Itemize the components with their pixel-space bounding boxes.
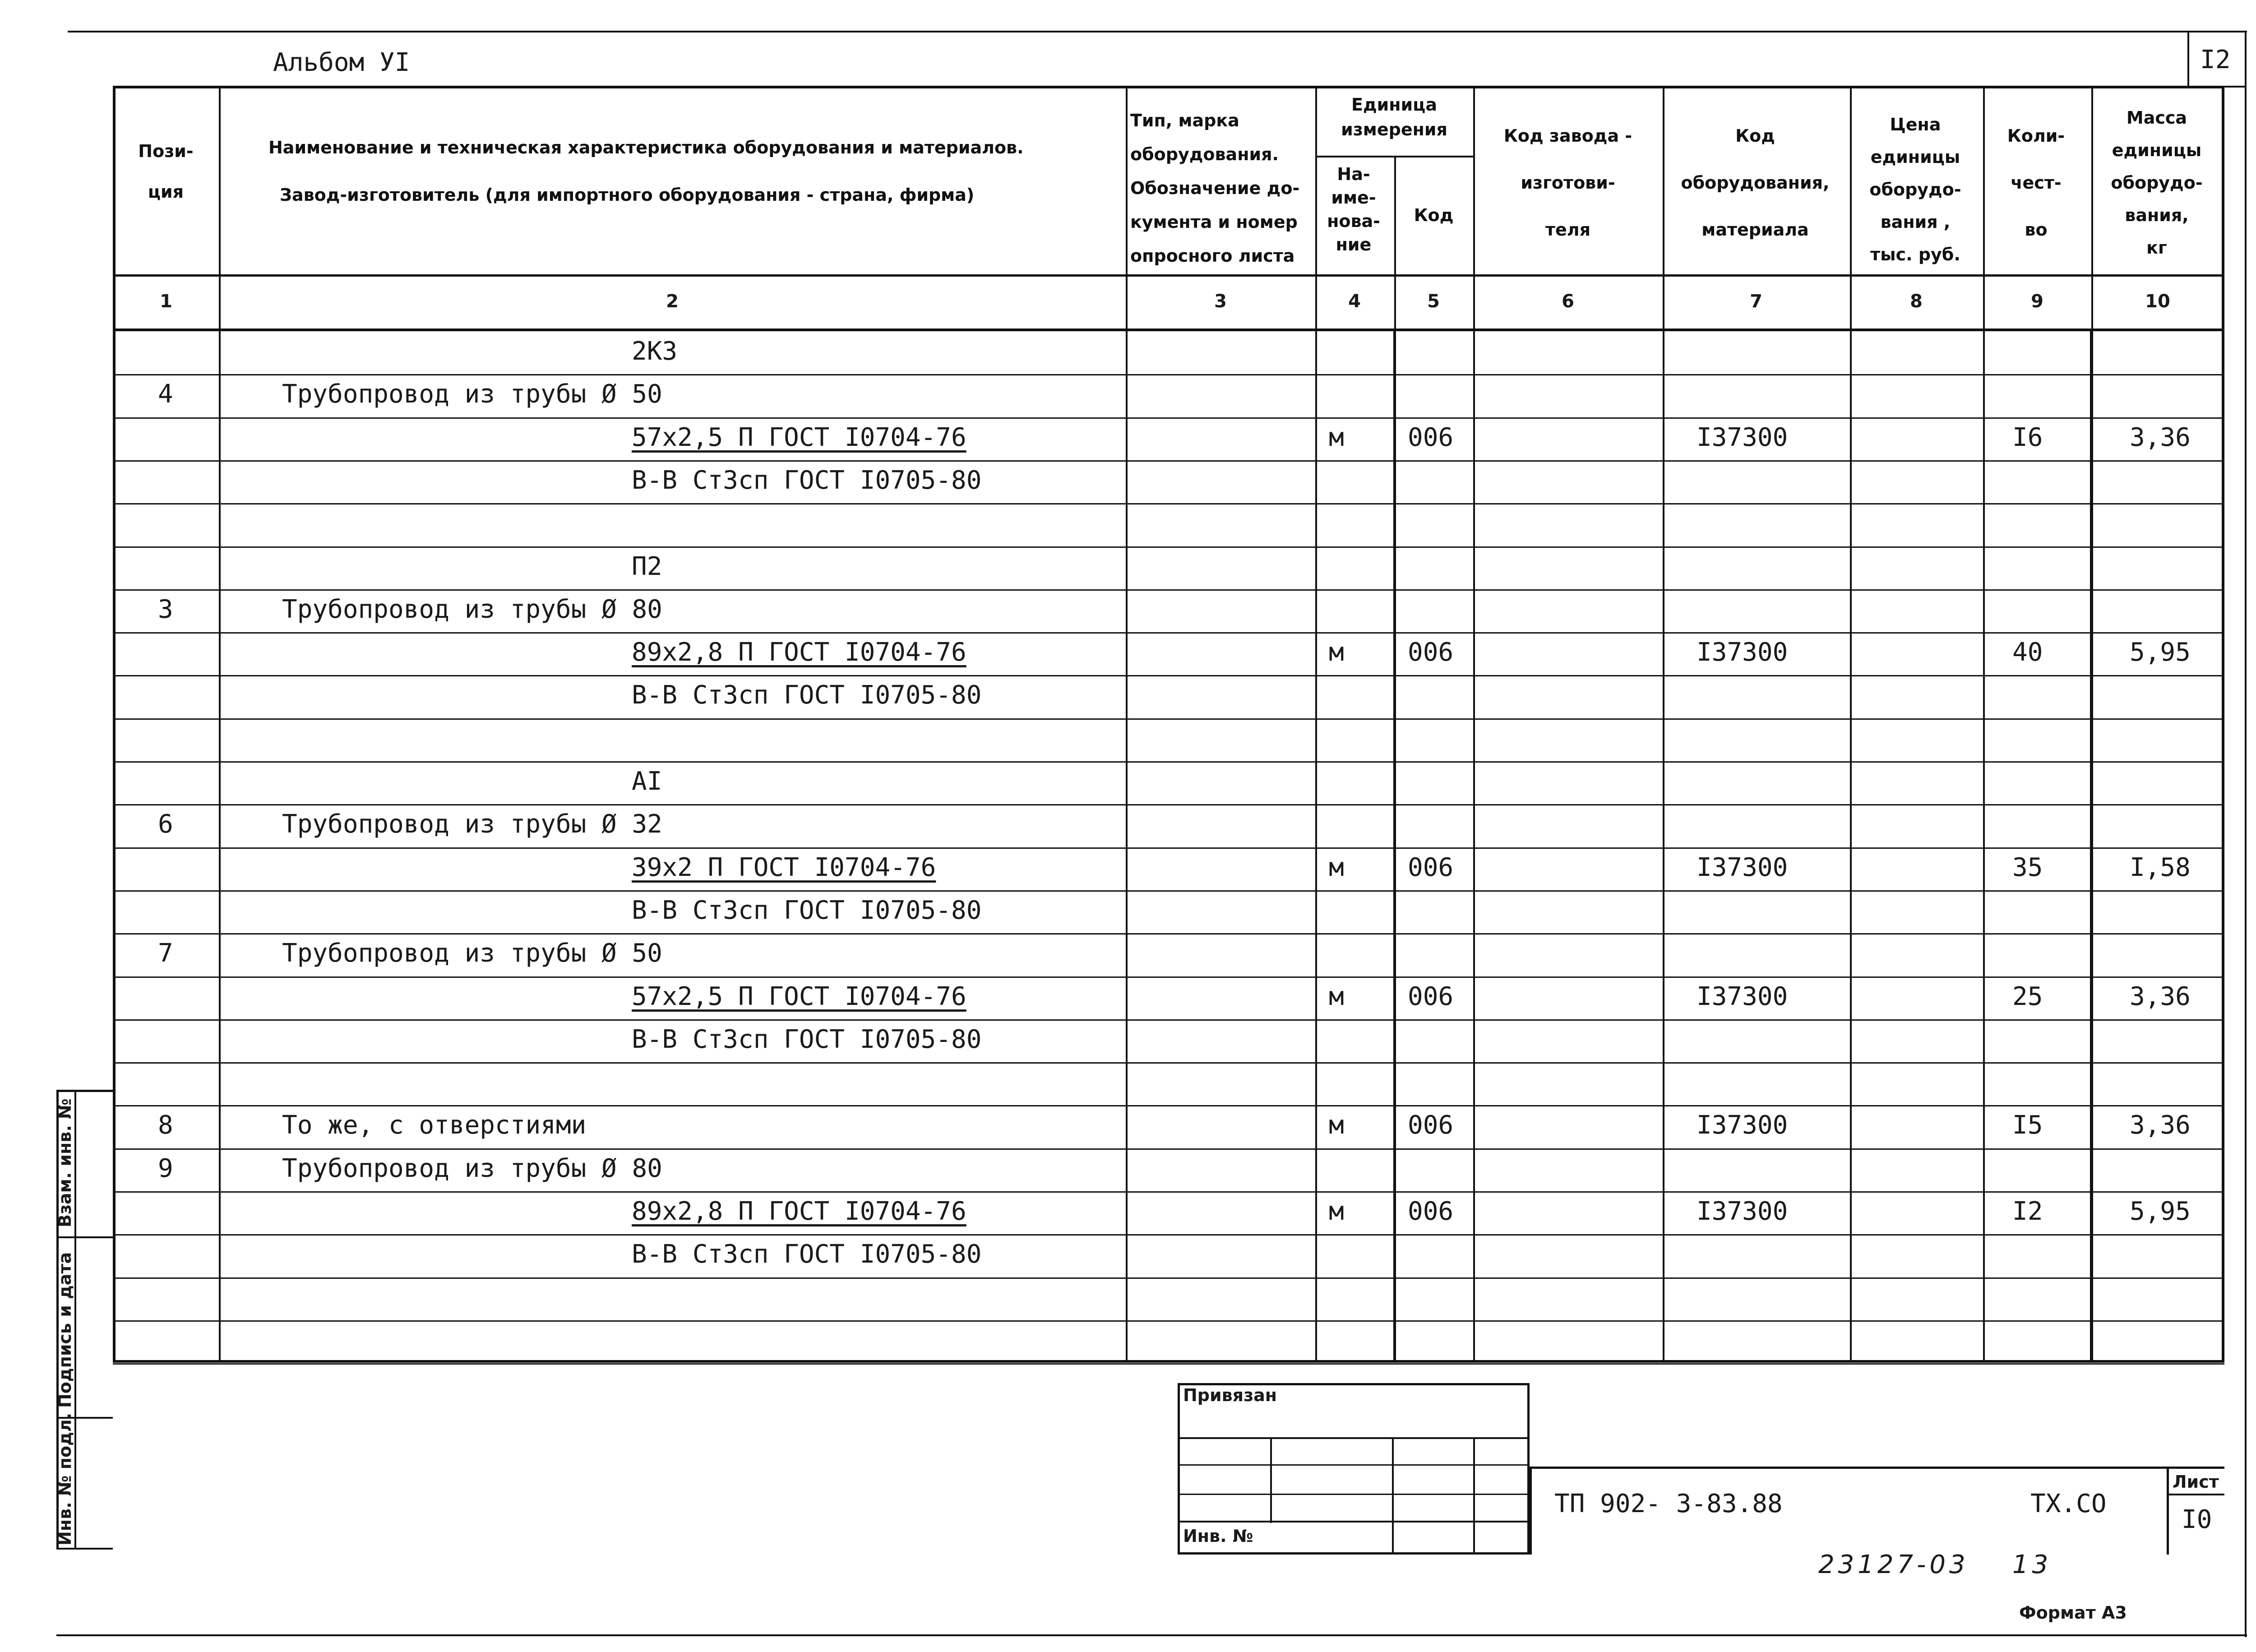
row-unit: м	[1329, 1197, 1344, 1226]
row-line	[113, 417, 2224, 419]
row-position: 3	[158, 595, 173, 624]
album-label: Альбом УI	[273, 48, 410, 77]
tied-label: Привязан	[1183, 1385, 1277, 1405]
row-name: Трубопровод из трубы Ø 80	[282, 1154, 662, 1183]
row-name: 89х2,8 П ГОСТ I0704-76	[632, 1197, 966, 1226]
row-line	[113, 1363, 2224, 1365]
header-position: Пози- ция	[138, 141, 194, 202]
row-position: 4	[158, 379, 173, 409]
column-number: 3	[1214, 291, 1227, 312]
side-signature-date: Подпись и дата	[55, 1252, 75, 1408]
row-line	[113, 847, 2224, 849]
row-unit-code: 006	[1408, 1111, 1454, 1140]
row-line	[113, 589, 2224, 591]
row-line	[113, 460, 2224, 462]
row-name: П2	[632, 552, 662, 581]
format-label: Формат А3	[2019, 1603, 2127, 1623]
row-line	[113, 1105, 2224, 1106]
row-line	[113, 546, 2224, 548]
row-material-code: I37300	[1697, 982, 1788, 1011]
header-price: Цена единицы оборудо- вания , тыс. руб.	[1869, 115, 1961, 264]
column-number: 1	[160, 291, 172, 312]
header-name-line1: Наименование и техническая характеристика оборудования и материалов.	[268, 138, 1024, 157]
tied-vline-1	[1270, 1437, 1272, 1523]
side-replaces-inv: Взам. инв. №	[55, 1098, 75, 1227]
inv-no-label: Инв. №	[1183, 1526, 1253, 1546]
header-mass: Масса единицы оборудо- вания, кг	[2111, 108, 2203, 258]
header-type-mark: Тип, марка оборудования. Обозначение до- кумента и номер опросного листа	[1130, 111, 1300, 266]
row-line	[113, 632, 2224, 634]
row-name: Трубопровод из трубы Ø 32	[282, 810, 662, 839]
top-rule	[68, 31, 2247, 32]
column-number: 2	[666, 291, 679, 312]
header-unit: Единица измерения	[1341, 95, 1447, 139]
column-number: 6	[1562, 291, 1574, 312]
header-unit-code: Код	[1414, 205, 1454, 225]
row-name: Трубопровод из трубы Ø 80	[282, 595, 662, 624]
row-line	[113, 374, 2224, 375]
row-quantity: I5	[2012, 1111, 2043, 1140]
row-unit-code: 006	[1408, 1197, 1454, 1226]
row-position: 6	[158, 810, 173, 839]
row-unit: м	[1329, 423, 1344, 452]
row-line	[113, 933, 2224, 935]
row-unit-code: 006	[1408, 982, 1454, 1011]
row-name: 57х2,5 П ГОСТ I0704-76	[632, 423, 966, 452]
tied-line-3	[1178, 1494, 1530, 1495]
row-line	[113, 718, 2224, 720]
row-material-code: I37300	[1697, 638, 1788, 667]
row-name: То же, с отверстиями	[282, 1111, 587, 1140]
row-position: 7	[158, 939, 173, 968]
row-unit-code: 006	[1408, 423, 1454, 452]
row-line	[113, 1234, 2224, 1236]
row-material-code: I37300	[1697, 1111, 1788, 1140]
row-line	[113, 761, 2224, 763]
row-name: АI	[632, 767, 662, 796]
row-name: Трубопровод из трубы Ø 50	[282, 939, 662, 968]
column-number: 5	[1427, 291, 1440, 312]
row-unit-code: 006	[1408, 638, 1454, 667]
row-material-code: I37300	[1697, 853, 1788, 882]
row-line	[113, 1277, 2224, 1279]
bottom-rule	[56, 1634, 2247, 1636]
row-name: В-В Ст3сп ГОСТ I0705-80	[632, 896, 982, 925]
doc-code: ТП 902- 3-83.88	[1554, 1489, 1783, 1518]
column-number: 4	[1348, 291, 1361, 312]
row-line	[113, 1019, 2224, 1021]
doc-mark: ТХ.СО	[2030, 1489, 2107, 1518]
row-line	[113, 976, 2224, 978]
right-rule	[2245, 31, 2247, 1637]
side-stamp-h1	[56, 1236, 113, 1238]
row-position: 9	[158, 1154, 173, 1183]
row-name: 2К3	[632, 337, 678, 366]
header-name-line2: Завод-изготовитель (для импортного оборудования - страна, фирма)	[280, 185, 975, 205]
row-name: Трубопровод из трубы Ø 50	[282, 379, 662, 409]
row-line	[113, 1148, 2224, 1150]
row-quantity: 35	[2012, 853, 2043, 882]
sheet-label: Лист	[2173, 1472, 2219, 1492]
page-number: I2	[2200, 45, 2231, 74]
row-mass: 5,95	[2130, 638, 2191, 667]
row-name: 57х2,5 П ГОСТ I0704-76	[632, 982, 966, 1011]
column-number: 9	[2031, 291, 2043, 312]
row-position: 8	[158, 1111, 173, 1140]
tied-line-1	[1178, 1437, 1530, 1439]
row-line	[113, 1062, 2224, 1064]
row-line	[113, 890, 2224, 892]
row-unit: м	[1329, 982, 1344, 1011]
tied-vline-3	[1473, 1437, 1475, 1555]
row-name: 39х2 П ГОСТ I0704-76	[632, 853, 936, 882]
header-bottom-line	[113, 274, 2224, 277]
row-quantity: 40	[2012, 638, 2043, 667]
header-factory-code: Код завода - изготови- теля	[1503, 126, 1632, 240]
row-quantity: I2	[2012, 1197, 2043, 1226]
row-quantity: I6	[2012, 423, 2043, 452]
column-number: 7	[1750, 291, 1762, 312]
column-number: 8	[1910, 291, 1923, 312]
header-material-code: Код оборудования, материала	[1681, 126, 1830, 240]
row-line	[113, 1320, 2224, 1322]
column-line	[1126, 86, 1128, 1363]
tied-line-4	[1178, 1521, 1530, 1522]
row-unit: м	[1329, 853, 1344, 882]
row-quantity: 25	[2012, 982, 2043, 1011]
row-name: В-В Ст3сп ГОСТ I0705-80	[632, 466, 982, 495]
row-name: В-В Ст3сп ГОСТ I0705-80	[632, 680, 982, 710]
row-name: В-В Ст3сп ГОСТ I0705-80	[632, 1240, 982, 1269]
side-stamp-bottom	[56, 1548, 113, 1550]
row-unit: м	[1329, 638, 1344, 667]
sheet-number: I0	[2182, 1505, 2212, 1534]
row-material-code: I37300	[1697, 1197, 1788, 1226]
row-name: В-В Ст3сп ГОСТ I0705-80	[632, 1025, 982, 1054]
column-number: 10	[2145, 291, 2170, 312]
column-line	[1315, 86, 1317, 1363]
sheet-box-divider	[2167, 1494, 2224, 1495]
side-inv-original: Инв. № подл.	[55, 1412, 75, 1546]
row-unit: м	[1329, 1111, 1344, 1140]
header-unit-name: На- име- нова- ние	[1327, 164, 1380, 255]
row-line	[113, 804, 2224, 805]
row-mass: 3,36	[2130, 423, 2191, 452]
row-line	[113, 503, 2224, 504]
header-quantity: Коли- чест- во	[2007, 126, 2065, 240]
column-line	[219, 86, 221, 1363]
row-line	[113, 675, 2224, 676]
tied-line-2	[1178, 1464, 1530, 1466]
row-line	[113, 1191, 2224, 1193]
tied-vline-2	[1392, 1437, 1394, 1555]
row-material-code: I37300	[1697, 423, 1788, 452]
row-mass: 3,36	[2130, 1111, 2191, 1140]
row-mass: 3,36	[2130, 982, 2191, 1011]
row-name: 89х2,8 П ГОСТ I0704-76	[632, 638, 966, 667]
row-mass: 5,95	[2130, 1197, 2191, 1226]
handwritten-page: 13	[2012, 1550, 2052, 1579]
handwritten-inventory: 23127-03	[1818, 1550, 1969, 1579]
row-unit-code: 006	[1408, 853, 1454, 882]
row-mass: I,58	[2130, 853, 2191, 882]
